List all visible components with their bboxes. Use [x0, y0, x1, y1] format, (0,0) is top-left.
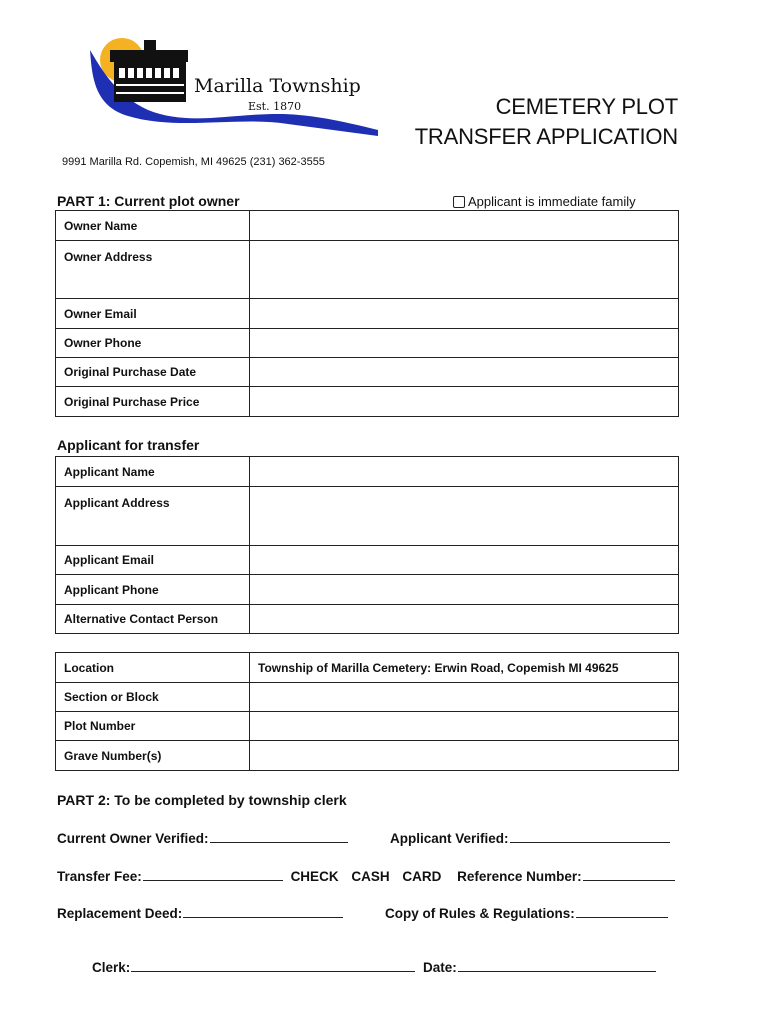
table-row — [56, 299, 679, 329]
plot-table — [55, 652, 679, 771]
table-row — [56, 211, 679, 241]
copy-rules-line[interactable] — [576, 905, 668, 918]
copy-rules-row — [385, 905, 668, 921]
applicant-email-field[interactable] — [250, 553, 678, 567]
current-owner-verified-line[interactable] — [210, 830, 348, 843]
applicant-table — [55, 456, 679, 634]
table-row — [56, 487, 679, 546]
transfer-fee-line[interactable] — [143, 868, 283, 881]
table-row — [56, 457, 679, 487]
reference-number-label: Reference Number: — [457, 869, 582, 884]
owner-email-cell — [250, 299, 679, 329]
applicant-email-label: Applicant Email — [56, 546, 250, 575]
table-row — [56, 575, 679, 605]
immediate-family-label: Applicant is immediate family — [468, 194, 636, 209]
applicant-name-cell — [250, 457, 679, 487]
building-cupola — [144, 40, 156, 52]
table-row — [56, 329, 679, 358]
owner-address-field[interactable] — [250, 248, 678, 288]
current-owner-verified-label: Current Owner Verified: — [57, 831, 209, 846]
plot-number-field[interactable] — [250, 719, 678, 733]
table-row — [56, 387, 679, 417]
payment-card-option[interactable]: CARD — [402, 869, 442, 884]
payment-check-option[interactable]: CHECK — [290, 869, 339, 884]
replacement-deed-row — [57, 905, 343, 921]
date-row — [423, 959, 656, 975]
payment-cash-option[interactable]: CASH — [351, 869, 390, 884]
location-value: Township of Marilla Cemetery: Erwin Road, Copemish MI 49625 — [250, 653, 679, 683]
grave-numbers-cell — [250, 741, 679, 771]
section-block-cell — [250, 683, 679, 712]
owner-name-field[interactable] — [250, 219, 678, 233]
table-row — [56, 605, 679, 634]
logo-org-name: Marilla Township — [194, 75, 361, 97]
applicant-name-label: Applicant Name — [56, 457, 250, 487]
part2-heading: PART 2: To be completed by township clerk — [57, 792, 347, 808]
applicant-address-field[interactable] — [250, 495, 678, 535]
location-label: Location — [56, 653, 250, 683]
table-row — [56, 241, 679, 299]
part1-heading: PART 1: Current plot owner — [57, 193, 240, 209]
owner-phone-label: Owner Phone — [56, 329, 250, 358]
clerk-label: Clerk: — [92, 960, 131, 975]
applicant-verified-row — [390, 830, 670, 846]
table-row — [56, 741, 679, 771]
owner-address-cell — [250, 241, 679, 299]
copy-rules-label: Copy of Rules & Regulations: — [385, 906, 575, 921]
applicant-verified-label: Applicant Verified: — [390, 831, 509, 846]
table-row — [56, 683, 679, 712]
table-row — [56, 358, 679, 387]
grave-numbers-field[interactable] — [250, 749, 678, 763]
plot-number-cell — [250, 712, 679, 741]
owner-name-label: Owner Name — [56, 211, 250, 241]
owner-name-cell — [250, 211, 679, 241]
applicant-phone-field[interactable] — [250, 583, 678, 597]
section-block-field[interactable] — [250, 690, 678, 704]
grave-numbers-label: Grave Number(s) — [56, 741, 250, 771]
alternative-contact-field[interactable] — [250, 612, 678, 626]
owner-table — [55, 210, 679, 417]
plot-number-label: Plot Number — [56, 712, 250, 741]
reference-number-line[interactable] — [583, 868, 675, 881]
clerk-row — [92, 959, 415, 975]
applicant-phone-label: Applicant Phone — [56, 575, 250, 605]
original-purchase-date-cell — [250, 358, 679, 387]
applicant-email-cell — [250, 546, 679, 575]
clerk-signature-line[interactable] — [131, 959, 415, 972]
original-purchase-date-label: Original Purchase Date — [56, 358, 250, 387]
date-label: Date: — [423, 960, 457, 975]
owner-email-field[interactable] — [250, 307, 678, 321]
immediate-family-checkbox-group — [453, 194, 636, 209]
applicant-name-field[interactable] — [250, 465, 678, 479]
applicant-address-cell — [250, 487, 679, 546]
original-purchase-price-label: Original Purchase Price — [56, 387, 250, 417]
original-purchase-date-field[interactable] — [250, 365, 678, 379]
immediate-family-checkbox[interactable] — [453, 196, 465, 208]
applicant-phone-cell — [250, 575, 679, 605]
current-owner-verified-row — [57, 830, 348, 846]
marilla-township-logo — [88, 36, 378, 136]
owner-phone-cell — [250, 329, 679, 358]
owner-address-label: Owner Address — [56, 241, 250, 299]
applicant-verified-line[interactable] — [510, 830, 670, 843]
original-purchase-price-field[interactable] — [250, 395, 678, 409]
alternative-contact-label: Alternative Contact Person — [56, 605, 250, 634]
table-row — [56, 546, 679, 575]
date-line[interactable] — [458, 959, 656, 972]
original-purchase-price-cell — [250, 387, 679, 417]
applicant-heading: Applicant for transfer — [57, 437, 200, 453]
section-block-label: Section or Block — [56, 683, 250, 712]
township-address: 9991 Marilla Rd. Copemish, MI 49625 (231) 362-3555 — [62, 156, 325, 168]
logo-established: Est. 1870 — [248, 100, 302, 113]
document-title-line1: CEMETERY PLOT — [495, 94, 678, 119]
replacement-deed-line[interactable] — [183, 905, 343, 918]
applicant-address-label: Applicant Address — [56, 487, 250, 546]
owner-email-label: Owner Email — [56, 299, 250, 329]
table-row — [56, 653, 679, 683]
transfer-fee-label: Transfer Fee: — [57, 869, 142, 884]
transfer-fee-row — [57, 868, 675, 884]
document-title-line2: TRANSFER APPLICATION — [414, 124, 678, 149]
replacement-deed-label: Replacement Deed: — [57, 906, 183, 921]
alternative-contact-cell — [250, 605, 679, 634]
owner-phone-field[interactable] — [250, 336, 678, 350]
table-row — [56, 712, 679, 741]
